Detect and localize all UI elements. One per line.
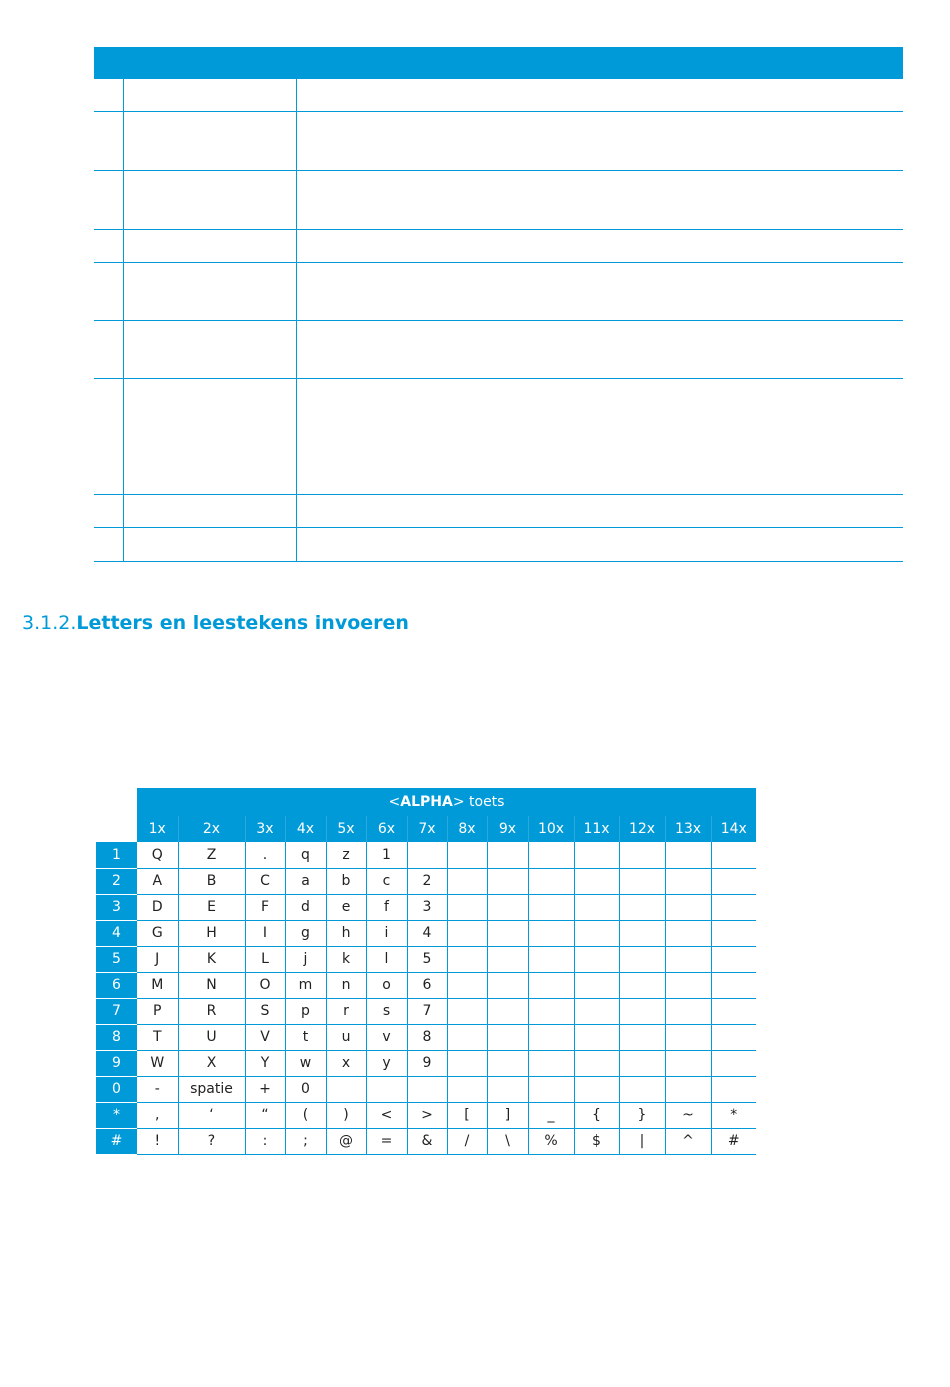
press-count-header: 12x [619,816,665,842]
press-count-header: 7x [407,816,447,842]
char-cell [665,1050,711,1076]
char-cell: / [447,1128,487,1154]
char-cell [711,868,756,894]
char-cell: spatie [178,1076,245,1102]
key-label: 8 [96,1024,137,1050]
char-cell [574,972,619,998]
char-cell: M [137,972,178,998]
alpha-table-title [137,788,756,816]
char-cell: i [366,920,407,946]
char-cell: S [245,998,285,1024]
char-cell: X [178,1050,245,1076]
char-cell: ] [487,1102,528,1128]
char-cell [447,868,487,894]
char-cell [447,946,487,972]
char-cell: Q [137,842,178,868]
top-table-row [94,230,903,263]
char-cell: C [245,868,285,894]
top-table-row [94,379,903,495]
char-cell: V [245,1024,285,1050]
char-cell: w [285,1050,326,1076]
char-cell [528,1076,574,1102]
char-cell: A [137,868,178,894]
char-cell: - [137,1076,178,1102]
char-cell: r [326,998,366,1024]
char-cell: $ [574,1128,619,1154]
char-cell: & [407,1128,447,1154]
char-cell [487,868,528,894]
char-cell: x [326,1050,366,1076]
table-row [96,998,756,1024]
char-cell [574,894,619,920]
top-table-row [94,112,903,171]
char-cell [528,1050,574,1076]
char-cell: H [178,920,245,946]
table-row [96,1076,756,1102]
char-cell: p [285,998,326,1024]
char-cell [665,1076,711,1102]
char-cell [711,842,756,868]
char-cell [447,1050,487,1076]
char-cell: ; [285,1128,326,1154]
press-count-header: 5x [326,816,366,842]
press-count-header: 9x [487,816,528,842]
char-cell [574,1024,619,1050]
char-cell: , [137,1102,178,1128]
char-cell: 3 [407,894,447,920]
char-cell: T [137,1024,178,1050]
char-cell: “ [245,1102,285,1128]
table-row [96,1050,756,1076]
char-cell [487,1050,528,1076]
char-cell: { [574,1102,619,1128]
title-key-name: ALPHA [400,794,453,810]
char-cell [665,894,711,920]
char-cell [711,1050,756,1076]
char-cell: I [245,920,285,946]
char-cell [665,998,711,1024]
char-cell: l [366,946,407,972]
char-cell: u [326,1024,366,1050]
char-cell [711,920,756,946]
table-row [96,1102,756,1128]
char-cell [619,1050,665,1076]
char-cell [487,1076,528,1102]
char-cell [711,998,756,1024]
char-cell: \ [487,1128,528,1154]
top-table-row [94,495,903,528]
table-row [96,920,756,946]
char-cell [711,946,756,972]
table-row [96,842,756,868]
char-cell [619,1076,665,1102]
char-cell: m [285,972,326,998]
table-row [96,894,756,920]
key-label: * [96,1102,137,1128]
char-cell [366,1076,407,1102]
char-cell [447,842,487,868]
key-label: 9 [96,1050,137,1076]
char-cell: = [366,1128,407,1154]
char-cell: G [137,920,178,946]
press-count-header: 4x [285,816,326,842]
char-cell: 5 [407,946,447,972]
char-cell [528,842,574,868]
char-cell [665,972,711,998]
table-corner [96,788,137,816]
char-cell [447,894,487,920]
char-cell: j [285,946,326,972]
char-cell [619,868,665,894]
char-cell: ( [285,1102,326,1128]
char-cell [407,842,447,868]
char-cell: 2 [407,868,447,894]
char-cell: ^ [665,1128,711,1154]
press-count-header: 8x [447,816,487,842]
char-cell: : [245,1128,285,1154]
char-cell [407,1076,447,1102]
char-cell [326,1076,366,1102]
key-label: 3 [96,894,137,920]
char-cell: 9 [407,1050,447,1076]
char-cell: y [366,1050,407,1076]
char-cell [574,868,619,894]
char-cell: F [245,894,285,920]
char-cell: * [711,1102,756,1128]
char-cell [447,920,487,946]
char-cell: f [366,894,407,920]
char-cell: ‘ [178,1102,245,1128]
char-cell: } [619,1102,665,1128]
char-cell: 0 [285,1076,326,1102]
char-cell: 1 [366,842,407,868]
char-cell: Z [178,842,245,868]
char-cell: g [285,920,326,946]
char-cell [528,998,574,1024]
char-cell: # [711,1128,756,1154]
char-cell: c [366,868,407,894]
top-table-header [94,47,903,79]
char-cell [528,920,574,946]
section-title: Letters en leestekens invoeren [76,612,409,634]
char-cell: e [326,894,366,920]
char-cell [528,946,574,972]
char-cell [447,1024,487,1050]
char-cell [447,972,487,998]
char-cell [619,998,665,1024]
char-cell: K [178,946,245,972]
char-cell: D [137,894,178,920]
press-count-header: 6x [366,816,407,842]
press-count-header: 14x [711,816,756,842]
char-cell: P [137,998,178,1024]
char-cell: v [366,1024,407,1050]
section-number: 3.1.2. [22,612,77,634]
char-cell: _ [528,1102,574,1128]
char-cell [574,998,619,1024]
char-cell [619,920,665,946]
alpha-key-table [96,788,756,1155]
table-row [96,1024,756,1050]
char-cell: Y [245,1050,285,1076]
char-cell: + [245,1076,285,1102]
title-prefix: < [388,794,401,810]
section-heading [22,612,409,634]
char-cell: . [245,842,285,868]
char-cell: t [285,1024,326,1050]
char-cell: s [366,998,407,1024]
table-corner [96,816,137,842]
char-cell [487,1024,528,1050]
char-cell [487,894,528,920]
char-cell: R [178,998,245,1024]
table-row [96,1128,756,1154]
top-table-row [94,79,903,112]
char-cell: b [326,868,366,894]
char-cell: 7 [407,998,447,1024]
char-cell: ) [326,1102,366,1128]
char-cell [574,1076,619,1102]
key-label: 6 [96,972,137,998]
char-cell [711,1076,756,1102]
char-cell: @ [326,1128,366,1154]
char-cell [574,946,619,972]
press-count-header: 1x [137,816,178,842]
char-cell [487,842,528,868]
top-table-row [94,171,903,230]
char-cell: d [285,894,326,920]
char-cell: J [137,946,178,972]
char-cell [619,972,665,998]
key-label: 4 [96,920,137,946]
char-cell: B [178,868,245,894]
char-cell [665,920,711,946]
key-label: # [96,1128,137,1154]
char-cell [487,946,528,972]
char-cell [574,842,619,868]
char-cell: n [326,972,366,998]
char-cell [619,842,665,868]
char-cell [665,842,711,868]
key-label: 2 [96,868,137,894]
char-cell [711,894,756,920]
char-cell: < [366,1102,407,1128]
char-cell [487,972,528,998]
title-suffix: > toets [452,794,505,810]
top-table-row [94,263,903,321]
table-row [96,868,756,894]
char-cell: k [326,946,366,972]
press-count-header: 13x [665,816,711,842]
char-cell: O [245,972,285,998]
char-cell: > [407,1102,447,1128]
char-cell: 4 [407,920,447,946]
char-cell [528,868,574,894]
press-count-header: 2x [178,816,245,842]
char-cell [528,894,574,920]
char-cell [665,1024,711,1050]
key-label: 7 [96,998,137,1024]
char-cell [619,894,665,920]
char-cell: q [285,842,326,868]
press-count-header: 11x [574,816,619,842]
char-cell [665,946,711,972]
char-cell [619,1024,665,1050]
char-cell [574,1050,619,1076]
char-cell: ? [178,1128,245,1154]
char-cell [447,998,487,1024]
char-cell: 8 [407,1024,447,1050]
char-cell [665,868,711,894]
char-cell: U [178,1024,245,1050]
table-row [96,972,756,998]
char-cell: [ [447,1102,487,1128]
key-label: 0 [96,1076,137,1102]
key-label: 5 [96,946,137,972]
top-table-row [94,321,903,379]
top-table-row [94,528,903,562]
char-cell [528,972,574,998]
press-count-header: 10x [528,816,574,842]
char-cell [447,1076,487,1102]
press-count-header: 3x [245,816,285,842]
char-cell [487,998,528,1024]
char-cell: ~ [665,1102,711,1128]
char-cell: | [619,1128,665,1154]
char-cell: N [178,972,245,998]
char-cell: % [528,1128,574,1154]
char-cell [528,1024,574,1050]
char-cell: z [326,842,366,868]
char-cell: ! [137,1128,178,1154]
char-cell: W [137,1050,178,1076]
char-cell: E [178,894,245,920]
char-cell: L [245,946,285,972]
char-cell: a [285,868,326,894]
table-row [96,946,756,972]
key-label: 1 [96,842,137,868]
char-cell [619,946,665,972]
char-cell: o [366,972,407,998]
char-cell [487,920,528,946]
char-cell [711,1024,756,1050]
char-cell: h [326,920,366,946]
char-cell: 6 [407,972,447,998]
char-cell [574,920,619,946]
char-cell [711,972,756,998]
